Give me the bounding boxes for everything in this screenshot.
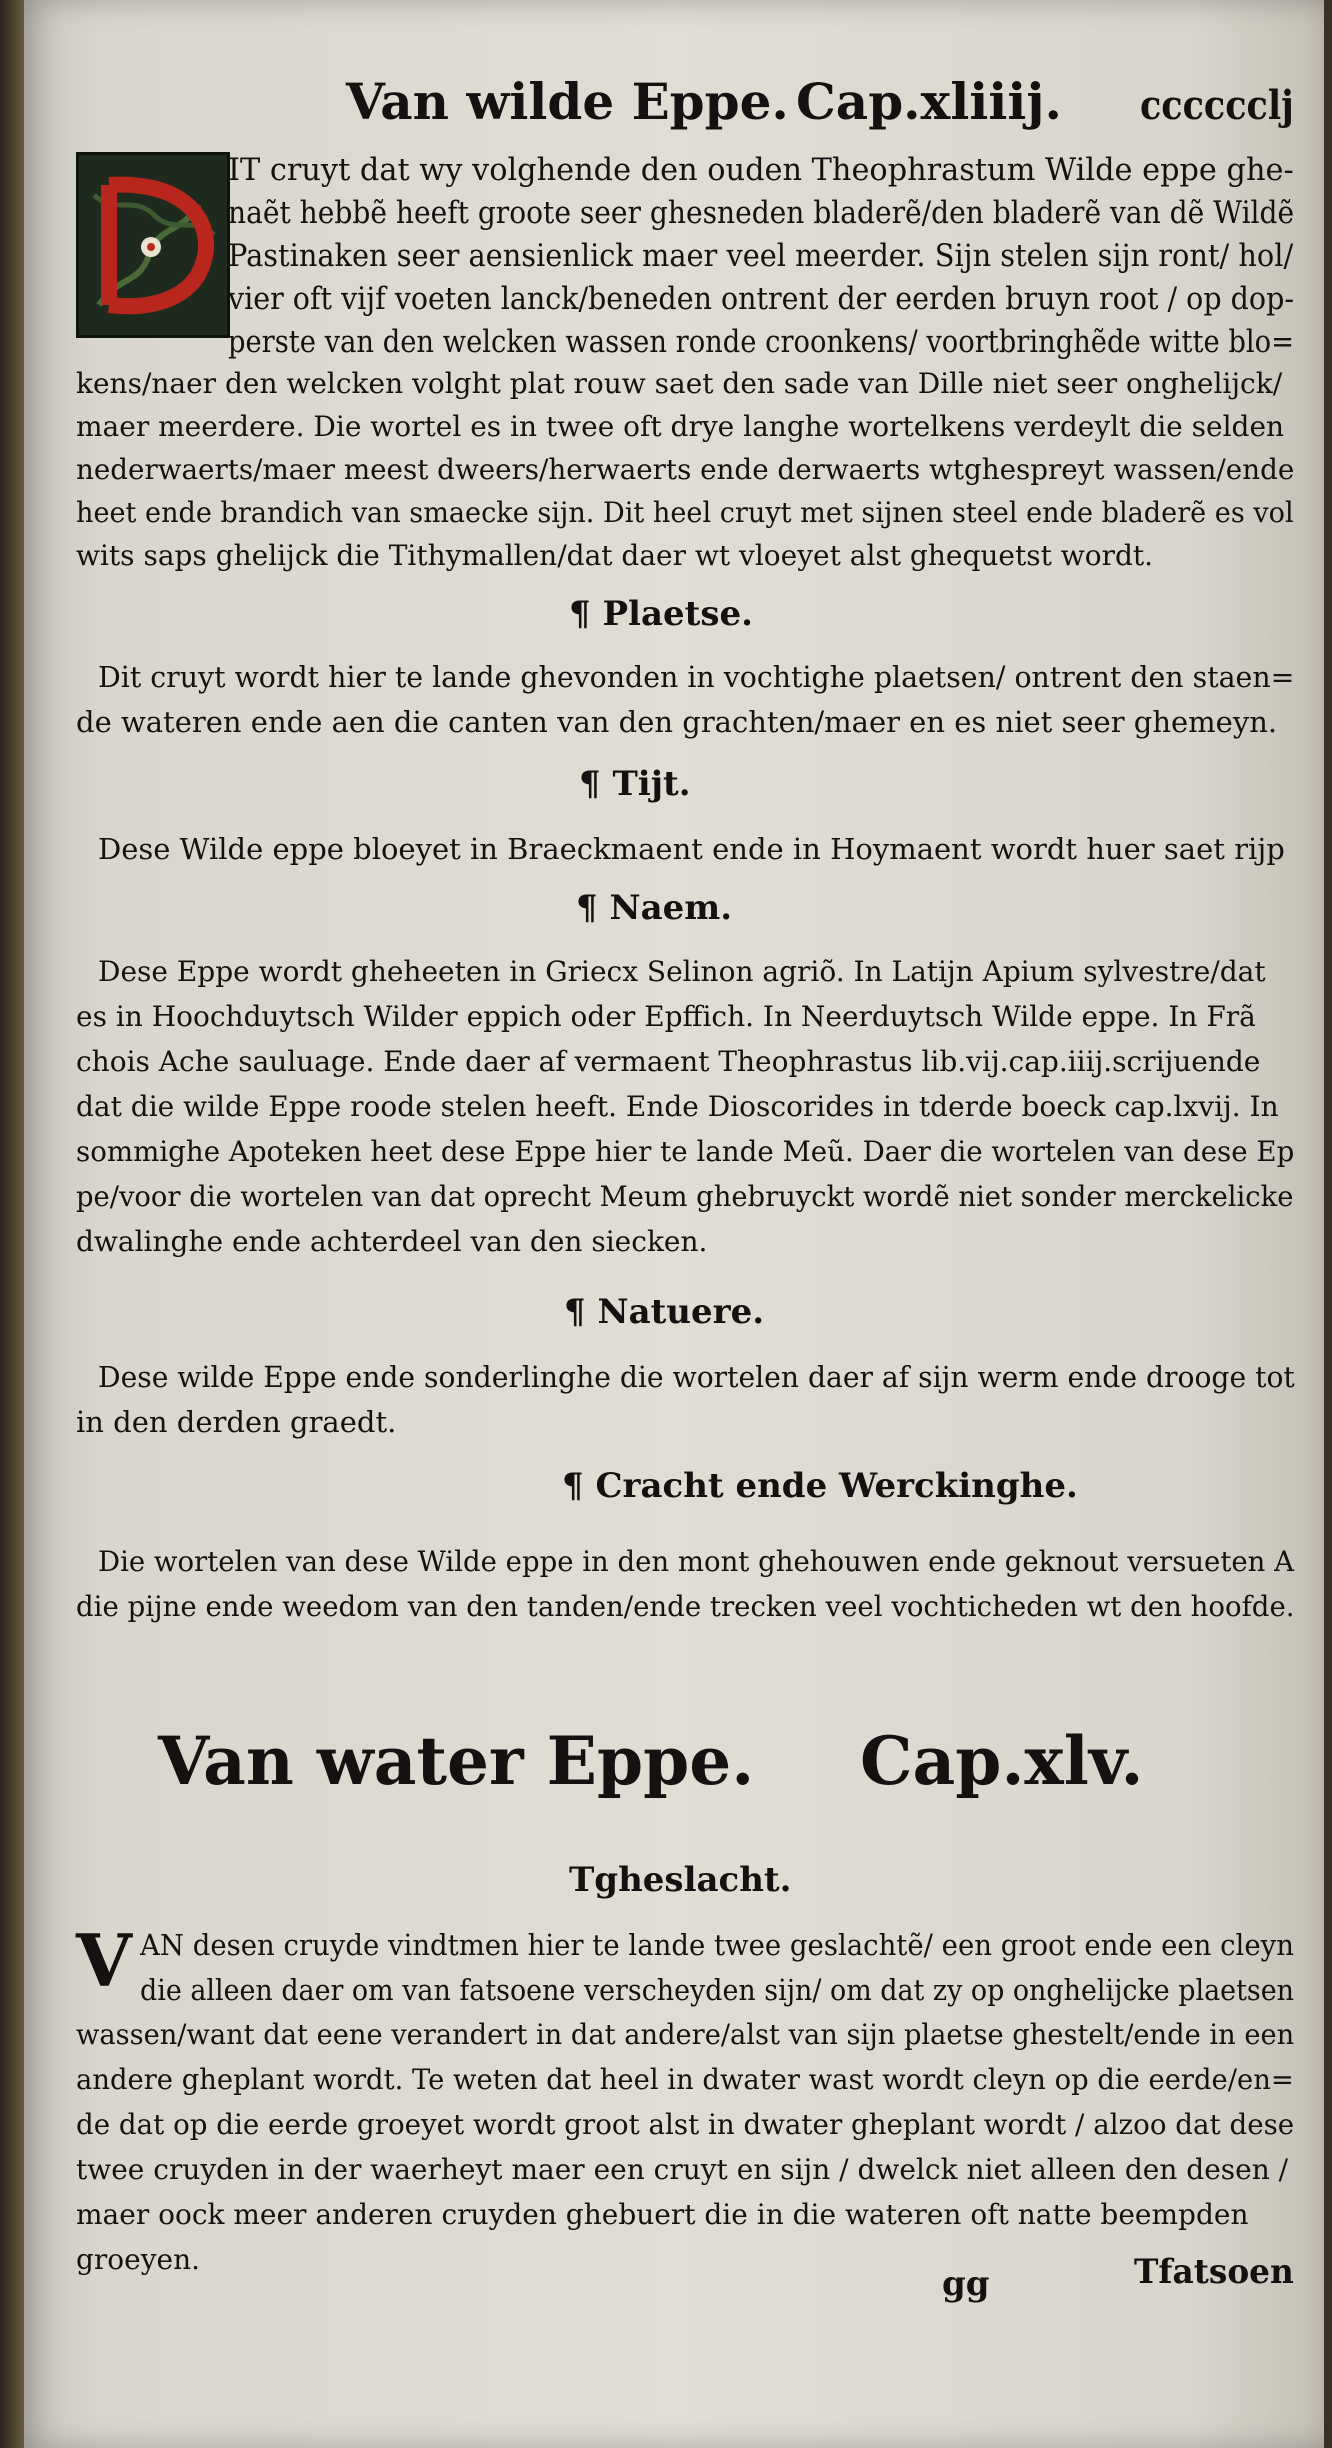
section-heading-cracht: ¶ Cracht ende Werckinghe. [562, 1466, 1078, 1506]
body-line: naẽt hebbẽ heeft groote seer ghesneden bladerẽ/den bladerẽ van dẽ Wildẽ [228, 195, 1295, 231]
body-line: vier oft vijf voeten lanck/beneden ontrent der eerden bruyn root / op dop- [228, 281, 1294, 317]
chapter-number: Cap.xlv. [860, 1722, 1144, 1800]
body-line: kens/naer den welcken volght plat rouw saet den sade van Dille niet seer onghelijck/ [76, 367, 1283, 400]
section-heading-plaetse: ¶ Plaetse. [569, 594, 753, 634]
body-line: de wateren ende aen die canten van den grachten/maer en es niet seer ghemeyn. [76, 705, 1278, 739]
body-line: nederwaerts/maer meest dweers/herwaerts ende derwaerts wtghespreyt wassen/ende [76, 453, 1295, 486]
pilcrow-icon: ¶ [576, 888, 598, 928]
section-heading-natuere: ¶ Natuere. [564, 1292, 765, 1332]
body-line: dat die wilde Eppe roode stelen heeft. Ende Dioscorides in tderde boeck cap.lxvij. In [76, 1090, 1279, 1123]
header-folio: cccccclj [1140, 82, 1294, 129]
body-line: de dat op die eerde groeyet wordt groot alst in dwater gheplant wordt / alzoo dat dese [76, 2108, 1295, 2141]
pilcrow-icon: ¶ [564, 1292, 586, 1332]
body-line: maer oock meer anderen cruyden ghebuert die in die wateren oft natte beempden [76, 2198, 1249, 2231]
pilcrow-icon: ¶ [579, 764, 601, 804]
initial-ornament-icon [79, 155, 227, 335]
section-heading-tijt: ¶ Tijt. [579, 764, 691, 804]
body-line: die pijne ende weedom van den tanden/ende trecken veel vochticheden wt den hoofde. [76, 1590, 1295, 1623]
body-line: wassen/want dat eene verandert in dat andere/alst van sijn plaetse ghestelt/ende in een [76, 2018, 1295, 2051]
body-line: Pastinaken seer aensienlick maer veel meerder. Sijn stelen sijn ront/ hol/ [228, 238, 1294, 274]
chapter-initial-v: V [76, 1918, 132, 2003]
decorated-initial-d [76, 152, 230, 338]
body-line: chois Ache sauluage. Ende daer af vermaent Theophrastus lib.vij.cap.iiij.scrijuende [76, 1045, 1261, 1078]
pilcrow-icon: ¶ [569, 594, 591, 634]
body-line: maer meerdere. Die wortel es in twee oft drye langhe wortelkens verdeylt die selden [76, 410, 1285, 443]
body-line: Dit cruyt wordt hier te lande ghevonden in vochtighe plaetsen/ ontrent den staen= [98, 660, 1295, 694]
catchword: Tfatsoen [1134, 2252, 1294, 2292]
section-heading-tgheslacht: Tgheslacht. [569, 1860, 792, 1900]
body-line: Dese wilde Eppe ende sonderlinghe die wortelen daer af sijn werm ende drooge tot [98, 1360, 1295, 1394]
body-line: wits saps ghelijck die Tithymallen/dat daer wt vloeyet alst ghequetst wordt. [76, 539, 1154, 572]
body-line: AN desen cruyde vindtmen hier te lande twee geslachtẽ/ een groot ende een cleyn [140, 1928, 1294, 1962]
body-line: dwalinghe ende achterdeel van den siecken. [76, 1225, 708, 1258]
body-line: Dese Eppe wordt gheheeten in Griecx Selinon agriõ. In Latijn Apium sylvestre/dat [98, 955, 1266, 988]
book-page [24, 0, 1324, 2448]
body-line: es in Hoochduytsch Wilder eppich oder Epffich. In Neerduytsch Wilde eppe. In Frã [76, 1000, 1256, 1033]
body-line: pe/voor die wortelen van dat oprecht Meum ghebruyckt wordẽ niet sonder merckelicke [76, 1180, 1294, 1213]
chapter-title: Van water Eppe. [158, 1722, 755, 1800]
pilcrow-icon: ¶ [562, 1466, 584, 1506]
body-line: perste van den welcken wassen ronde croonkens/ voortbringhẽde witte blo= [228, 324, 1294, 360]
section-heading-naem: ¶ Naem. [576, 888, 733, 928]
body-line: andere gheplant wordt. Te weten dat heel in dwater wast wordt cleyn op die eerde/en= [76, 2063, 1294, 2096]
body-line: sommighe Apoteken heet dese Eppe hier te lande Meũ. Daer die wortelen van dese Ep [76, 1135, 1295, 1168]
signature-mark: gg [942, 2264, 990, 2304]
body-line: heet ende brandich van smaecke sijn. Dit heel cruyt met sijnen steel ende bladerẽ es vol [76, 496, 1294, 529]
body-line: groeyen. [76, 2243, 201, 2276]
body-line: die alleen daer om van fatsoene verscheyden sijn/ om dat zy op onghelijcke plaetsen [140, 1973, 1294, 2007]
book-gutter-edge [0, 0, 24, 2448]
body-line: in den derden graedt. [76, 1405, 397, 1439]
header-chapter: Cap.xliiij. [796, 72, 1062, 131]
body-line: Die wortelen van dese Wilde eppe in den mont ghehouwen ende geknout versueten A [98, 1545, 1295, 1578]
body-line: twee cruyden in der waerheyt maer een cruyt en sijn / dwelck niet alleen den desen / [76, 2153, 1289, 2186]
header-title: Van wilde Eppe. [346, 72, 789, 131]
body-line: Dese Wilde eppe bloeyet in Braeckmaent ende in Hoymaent wordt huer saet rijp [98, 832, 1285, 866]
body-line: IT cruyt dat wy volghende den ouden Theophrastum Wilde eppe ghe- [228, 152, 1294, 188]
